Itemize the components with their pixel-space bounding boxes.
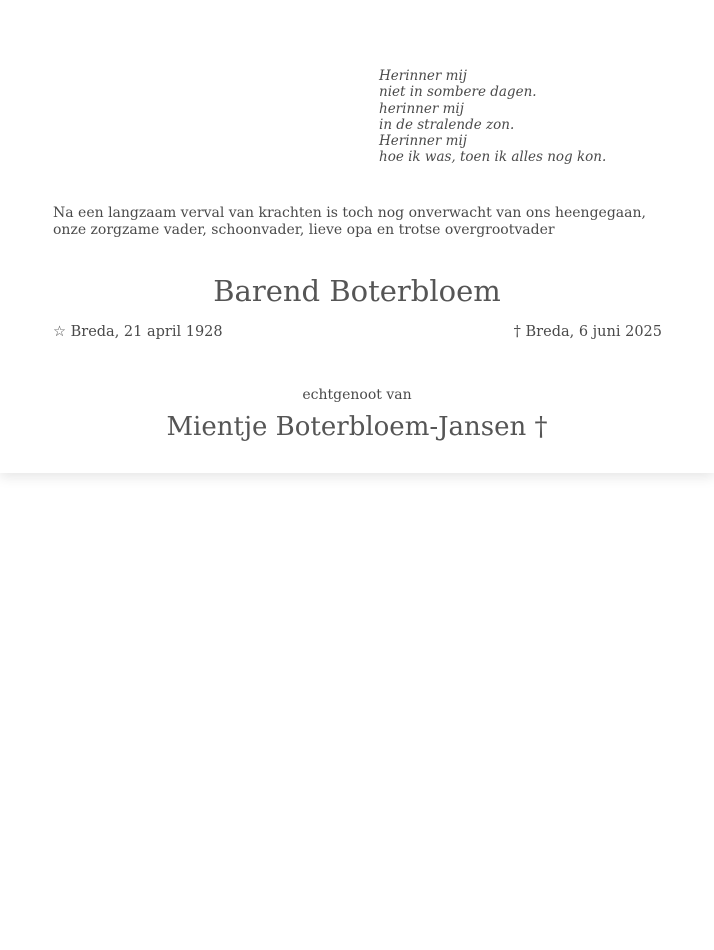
poem-line: herinner mij (379, 100, 464, 117)
spouse-name: Mientje Boterbloem-Jansen † (166, 412, 548, 442)
poem (379, 68, 679, 166)
death-info (514, 324, 662, 340)
intro-line: onze zorgzame vader, schoonvader, lieve opa en trotse overgrootvader (53, 222, 555, 238)
poem-line: Herinner mij (379, 68, 467, 84)
announcement-card-top (0, 0, 714, 473)
deceased-name: Barend Boterbloem (213, 274, 501, 308)
announcement-card-bottom (0, 474, 714, 950)
intro-text (53, 205, 673, 239)
poem-line: hoe ik was, toen ik alles nog kon. (379, 149, 607, 166)
poem-line: in de stralende zon. (379, 116, 515, 133)
cross-icon: † (513, 324, 521, 340)
intro-line: Na een langzaam verval van krachten is toch nog onverwacht van ons heengegaan, (53, 205, 646, 221)
birth-text: Breda, 21 april 1928 (70, 324, 223, 340)
poem-line: niet in sombere dagen. (379, 84, 537, 101)
death-text: Breda, 6 juni 2025 (525, 324, 662, 340)
star-icon: ☆ (53, 324, 66, 340)
spouse-label: echtgenoot van (302, 387, 412, 403)
birth-info (53, 324, 223, 340)
poem-line: Herinner mij (379, 133, 467, 150)
